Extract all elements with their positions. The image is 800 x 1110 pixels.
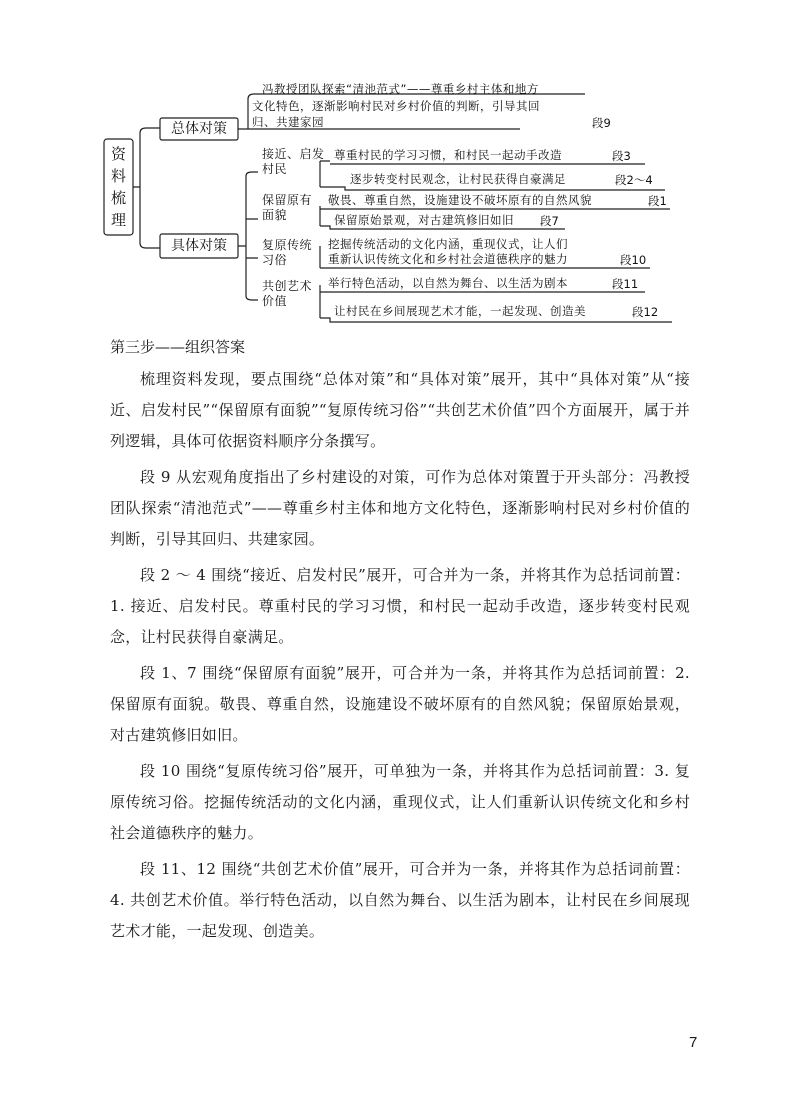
paragraph-3: 段 2 ～ 4 围绕“接近、启发村民”展开，可合并为一条，并将其作为总括词前置：1. 接近、启发村民。尊重村民的学习习惯，和村民一起动手改造，逐步转变村民观念，让村民获得自豪满足。 — [110, 566, 690, 646]
specific-fork — [238, 172, 258, 300]
root-node — [104, 141, 133, 235]
overall-node: 总体对策 — [171, 121, 227, 137]
root-fork — [133, 128, 160, 248]
cat3-item1-ref: 段10 — [620, 253, 647, 267]
specific-node: 具体对策 — [171, 238, 227, 254]
cat2-name-line1: 保留原有 — [262, 193, 313, 207]
cat3-name-line2: 习俗 — [262, 253, 288, 267]
cat2-item2-ref: 段7 — [540, 214, 559, 228]
overall-detail-line2: 文化特色，逐渐影响村民对乡村价值的判断，引导其回 — [252, 99, 540, 113]
cat3-item1-text-line2: 重新认识传统文化和乡村社会道德秩序的魅力 — [328, 252, 568, 266]
cat1-item1-text: 尊重村民的学习习惯，和村民一起动手改造 — [334, 148, 562, 162]
cat4-item2-ref: 段12 — [632, 305, 659, 319]
cat3-item1-text-line1: 挖掘传统活动的文化内涵，重现仪式，让人们 — [328, 237, 568, 251]
paragraph-2: 段 9 从宏观角度指出了乡村建设的对策，可作为总体对策置于开头部分：冯教授团队探索“清池范式”——尊重乡村主体和地方文化特色，逐渐影响村民对乡村价值的判断，引导其回归、共建家园。 — [110, 468, 690, 548]
cat1-item1-ref: 段3 — [612, 149, 631, 163]
cat2-name-line2: 面貌 — [262, 208, 288, 222]
overall-ref: 段9 — [592, 116, 611, 130]
cat2-item1-text: 敬畏、尊重自然，设施建设不破坏原有的自然风貌 — [328, 193, 592, 207]
cat4-item1-ref: 段11 — [612, 277, 639, 291]
cat1-name-line2: 村民 — [262, 162, 288, 176]
paragraph-1: 梳理资料发现，要点围绕“总体对策”和“具体对策”展开，其中“具体对策”从“接近、启发村民”“保留原有面貌”“复原传统习俗”“共创艺术价值”四个方面展开，属于并列逻辑，具体可依据资料顺序分条撰写。 — [110, 370, 690, 450]
page-number: 7 — [689, 1034, 698, 1051]
cat1-name-line1: 接近、启发 — [262, 147, 325, 161]
cat2-item2-text: 保留原始景观，对古建筑修旧如旧 — [334, 213, 514, 227]
cat4-item2-text: 让村民在乡间展现艺术才能，一起发现、创造美 — [334, 304, 586, 318]
root-label: 资料梳理 — [110, 145, 126, 229]
overall-detail-line1: 冯教授团队探索“清池范式”——尊重乡村主体和地方 — [262, 82, 539, 96]
cat1-item2-ref: 段2～4 — [615, 173, 653, 187]
paragraph-6: 段 11、12 围绕“共创艺术价值”展开，可合并为一条，并将其作为总括词前置：4. 共创艺术价值。举行特色活动，以自然为舞台、以生活为剧本，让村民在乡间展现艺术才能，一起发现、创造美。 — [110, 860, 690, 940]
paragraph-4: 段 1、7 围绕“保留原有面貌”展开，可合并为一条，并将其作为总括词前置：2. 保留原有面貌。敬畏、尊重自然，设施建设不破坏原有的自然风貌；保留原始景观，对古建筑修旧如旧。 — [110, 664, 690, 744]
answer-section — [110, 334, 690, 947]
paragraph-5: 段 10 围绕“复原传统习俗”展开，可单独为一条，并将其作为总括词前置：3. 复原传统习俗。挖掘传统活动的文化内涵，重现仪式，让人们重新认识传统文化和乡村社会道德秩序的魅力。 — [110, 762, 690, 842]
mind-map — [0, 0, 800, 340]
cat4-name-line1: 共创艺术 — [262, 279, 313, 293]
cat2-item1-ref: 段1 — [648, 194, 667, 208]
cat1-item2-text: 逐步转变村民观念，让村民获得自豪满足 — [350, 172, 566, 186]
step-title: 第三步——组织答案 — [110, 338, 246, 356]
cat4-name-line2: 价值 — [262, 294, 288, 308]
cat4-item1-text: 举行特色活动，以自然为舞台、以生活为剧本 — [328, 276, 568, 290]
overall-detail-line3: 归、共建家园 — [252, 115, 324, 129]
cat3-name-line1: 复原传统 — [262, 238, 313, 252]
